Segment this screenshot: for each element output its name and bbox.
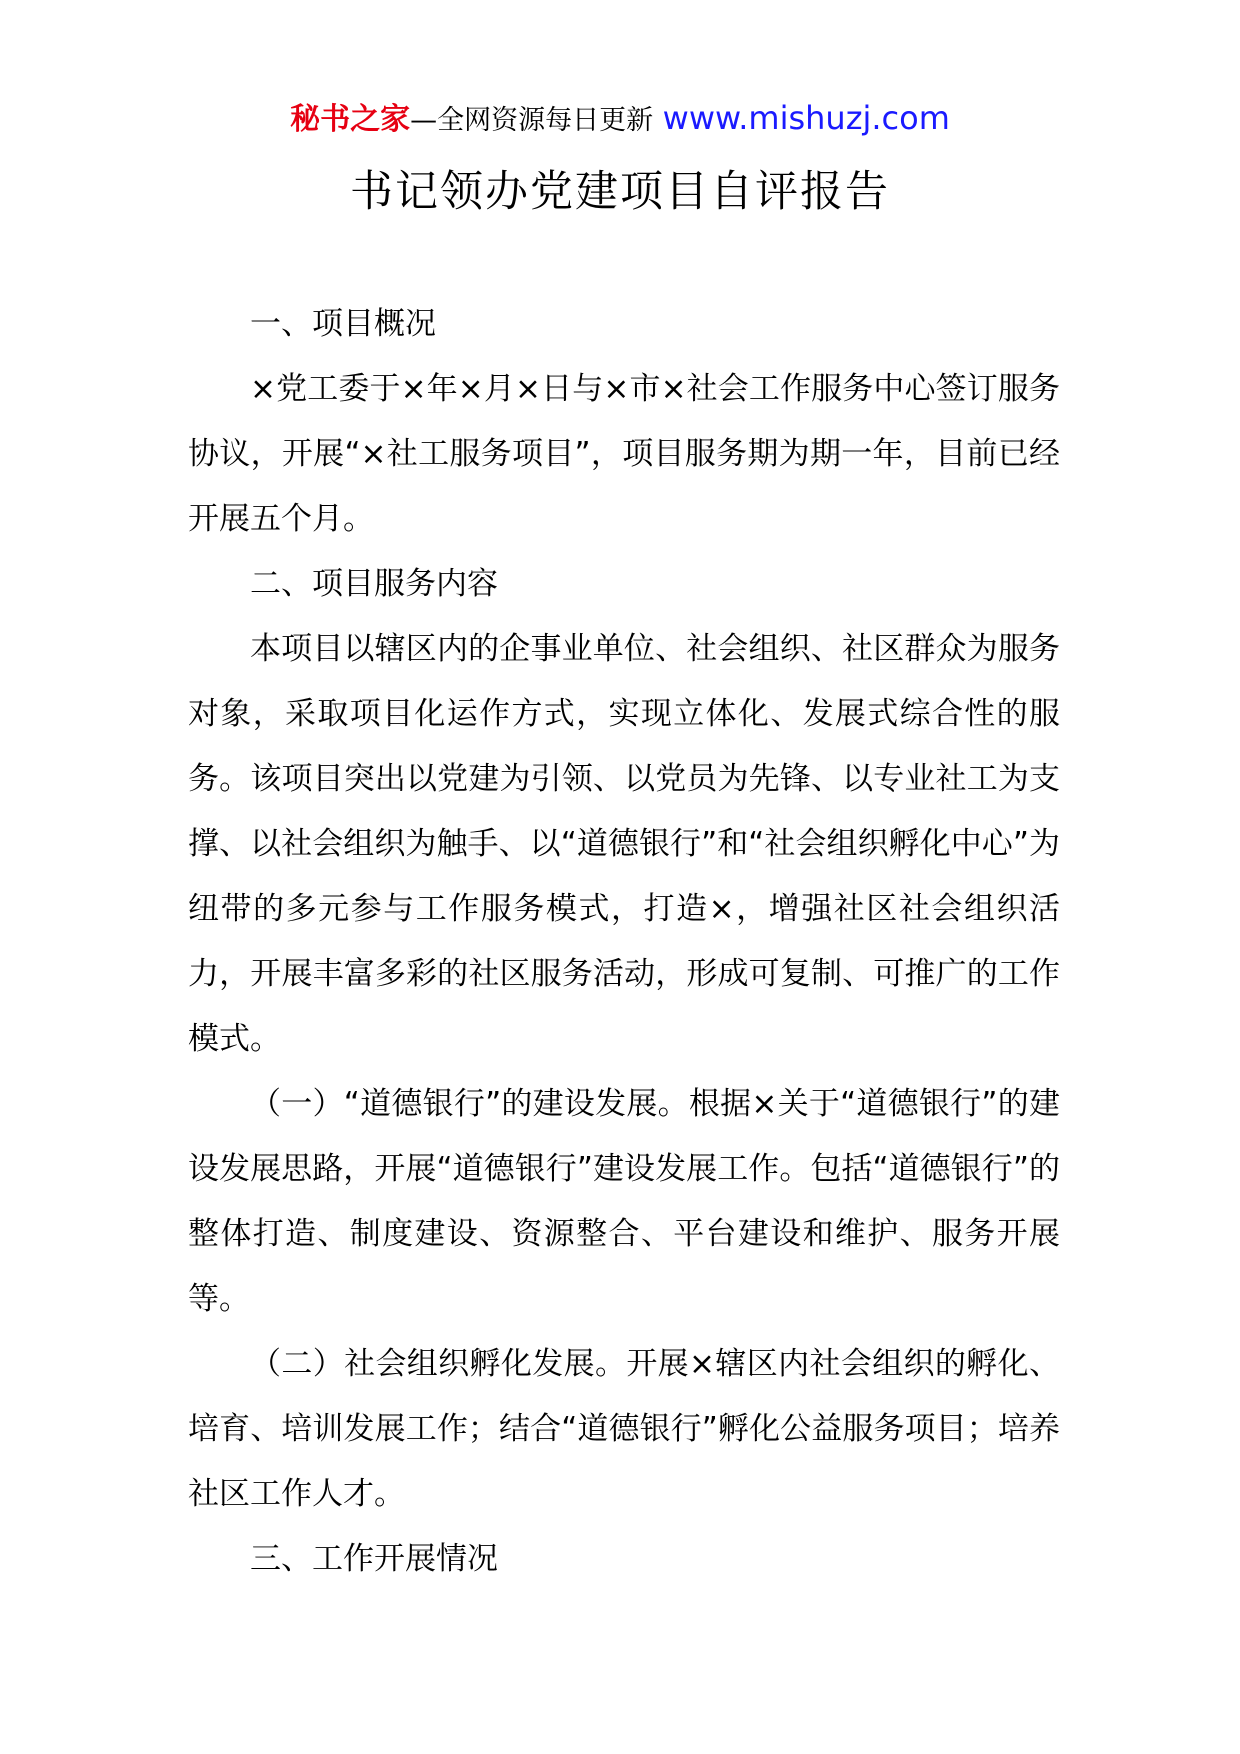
document-title: 书记领办党建项目自评报告 (350, 167, 890, 217)
paragraph-service-content: 本项目以辖区内的企事业单位、社会组织、社区群众为服务对象，采取项目化运作方式，实现立体化、发展式综合性的服务。该项目突出以党建为引领、以党员为先锋、以专业社工为支撑、以社会组织为触手、以“道德银行”和“社会组织孵化中心”为纽带的多元参与工作服务模式，打造×，增强社区社会组织活力，开展丰富多彩的社区服务活动，形成可复制、可推广的工作模式。 (188, 631, 1060, 1057)
paragraph-social-org-incubation: （二）社会组织孵化发展。开展×辖区内社会组织的孵化、培育、培训发展工作；结合“道德银行”孵化公益服务项目；培养社区工作人才。 (188, 1346, 1060, 1512)
masthead-tagline: —全网资源每日更新 (410, 105, 654, 136)
section-heading-service-content: 二、项目服务内容 (250, 566, 498, 602)
paragraph-moral-bank: （一）“道德银行”的建设发展。根据×关于“道德银行”的建设发展思路，开展“道德银行”建设发展工作。包括“道德银行”的整体打造、制度建设、资源整合、平台建设和维护、服务开展等。 (188, 1086, 1060, 1317)
masthead (0, 98, 1240, 141)
section-heading-overview: 一、项目概况 (250, 306, 436, 342)
masthead-url-link[interactable]: www.mishuzj.com (662, 99, 950, 137)
document-body (188, 292, 1060, 1592)
paragraph-overview: ×党工委于×年×月×日与×市×社会工作服务中心签订服务协议，开展“×社工服务项目”，项目服务期为期一年，目前已经开展五个月。 (188, 371, 1060, 537)
section-heading-work-progress: 三、工作开展情况 (250, 1541, 498, 1577)
masthead-brand: 秘书之家 (290, 102, 411, 137)
